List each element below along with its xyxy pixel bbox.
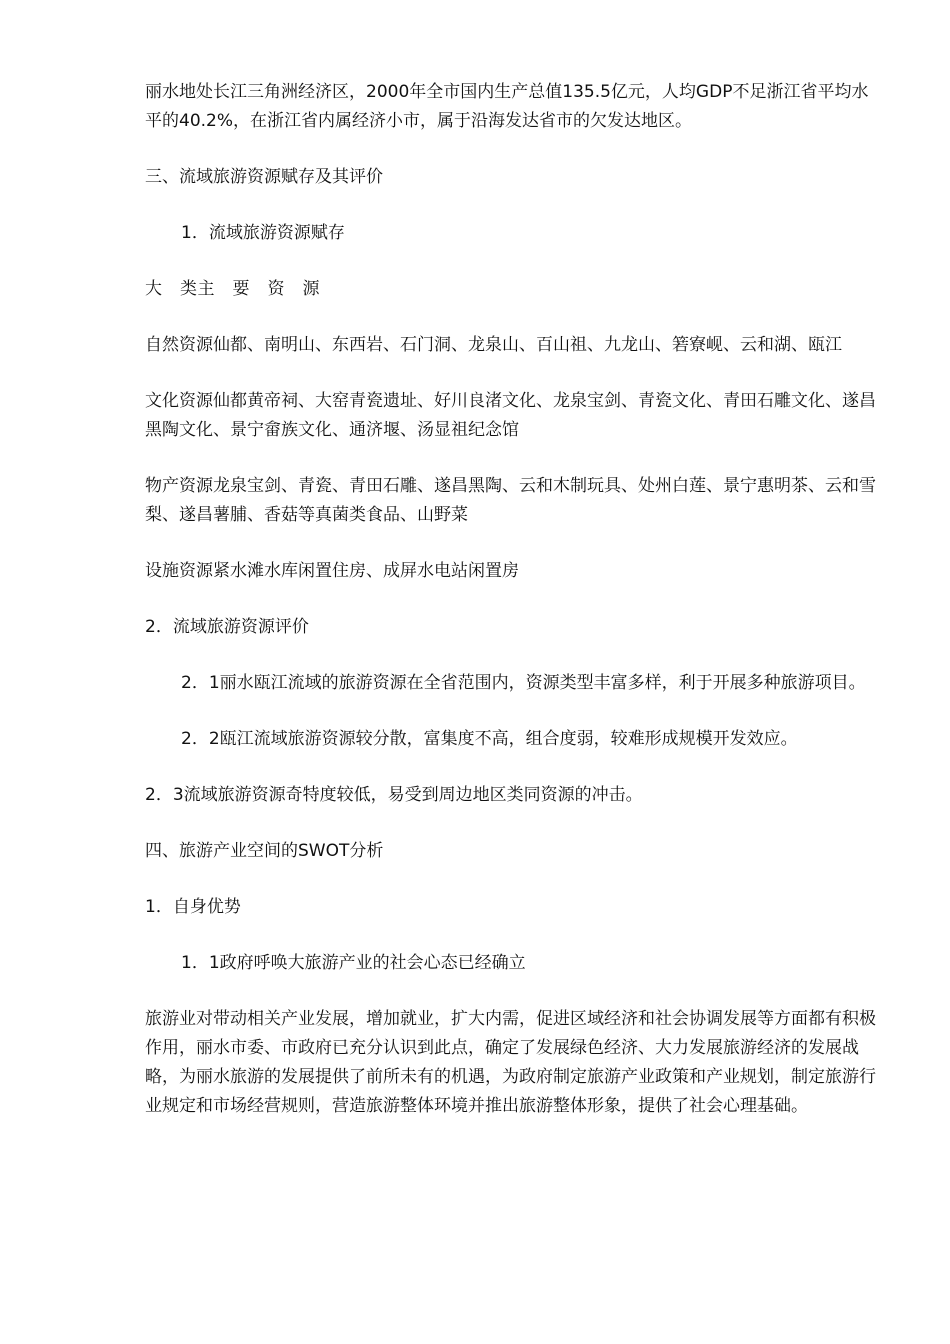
resource-table-header [145, 275, 880, 304]
subheading-3-1: 1．流域旅游资源赋存 [181, 223, 345, 243]
section-heading-3: 三、流域旅游资源赋存及其评价 [145, 167, 383, 187]
paragraph-economy: 丽水地处长江三角洲经济区，2000年全市国内生产总值135.5亿元，人均GDP不足浙江省平均水平的40.2%，在浙江省内属经济小市，属于沿海发达省市的欠发达地区。 [145, 82, 869, 131]
document-page [145, 78, 880, 1148]
resource-row-natural: 自然资源仙都、南明山、东西岩、石门洞、龙泉山、百山祖、九龙山、箬寮岘、云和湖、瓯江 [145, 335, 842, 355]
resource-row-culture: 文化资源仙都黄帝祠、大窑青瓷遗址、好川良渚文化、龙泉宝剑、青瓷文化、青田石雕文化、遂昌黑陶文化、景宁畲族文化、通济堰、汤显祖纪念馆 [145, 391, 876, 440]
subheading-3-2: 2．流域旅游资源评价 [145, 617, 309, 637]
evaluation-2-1: 2．1丽水瓯江流域的旅游资源在全省范围内，资源类型丰富多样，利于开展多种旅游项目。 [181, 673, 866, 693]
resource-row-products: 物产资源龙泉宝剑、青瓷、青田石雕、遂昌黑陶、云和木制玩具、处州白莲、景宁惠明茶、云和雪梨、遂昌薯脯、香菇等真菌类食品、山野菜 [145, 476, 876, 525]
subheading-4-1: 1．自身优势 [145, 897, 241, 917]
resource-row-facilities: 设施资源紧水滩水库闲置住房、成屏水电站闲置房 [145, 561, 519, 581]
paragraph-government: 旅游业对带动相关产业发展，增加就业，扩大内需，促进区域经济和社会协调发展等方面都有积极作用，丽水市委、市政府已充分认识到此点，确定了发展绿色经济、大力发展旅游经济的发展战略，为丽水旅游的发展提供了前所未有的机遇，为政府制定旅游产业政策和产业规划，制定旅游行业规定和市场经营规则，营造旅游整体环境并推出旅游整体形象，提供了社会心理基础。 [145, 1009, 876, 1116]
subheading-4-1-1: 1．1政府呼唤大旅游产业的社会心态已经确立 [181, 953, 526, 973]
section-heading-4: 四、旅游产业空间的SWOT分析 [145, 841, 384, 861]
table-header-resources: 主 要 资 源 [197, 279, 320, 299]
table-header-category: 大 类 [145, 279, 198, 299]
evaluation-2-2: 2．2瓯江流域旅游资源较分散，富集度不高，组合度弱，较难形成规模开发效应。 [181, 729, 798, 749]
evaluation-2-3: 2．3流域旅游资源奇特度较低，易受到周边地区类同资源的冲击。 [145, 785, 643, 805]
